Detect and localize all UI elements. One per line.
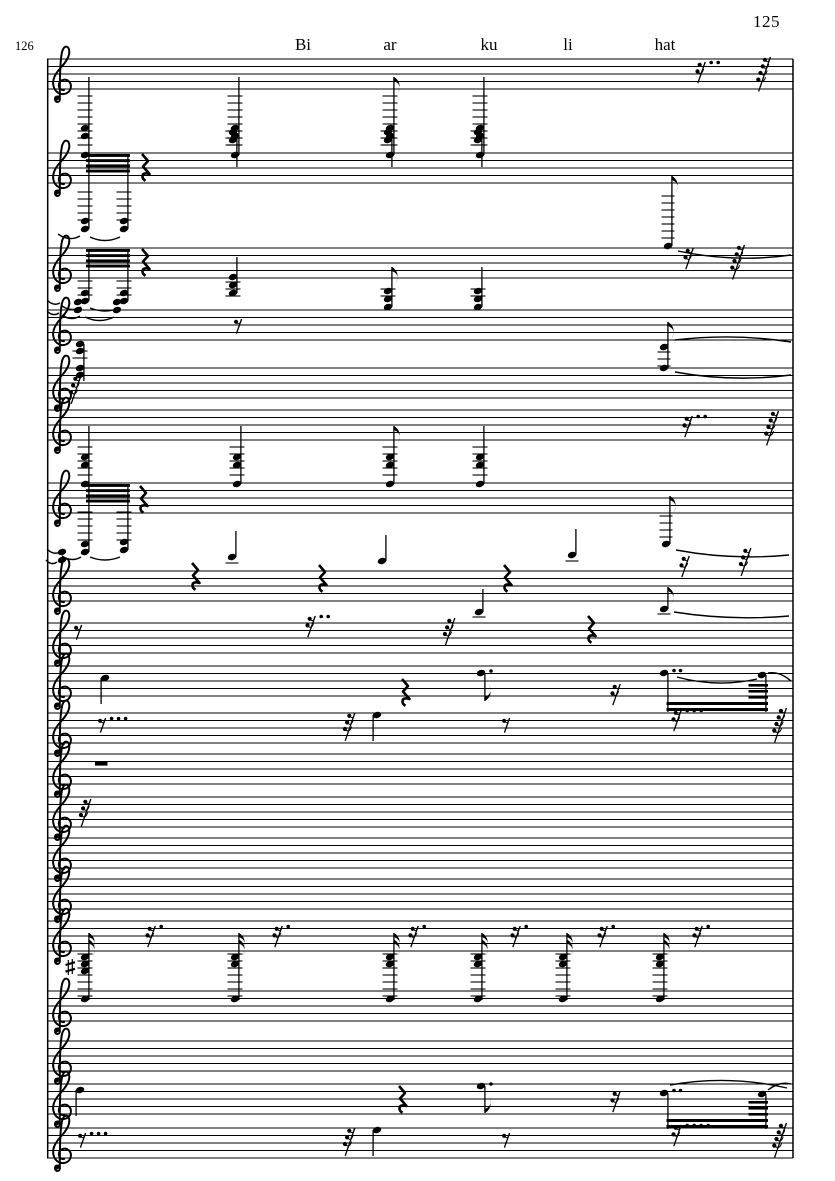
system-barlines: [48, 59, 793, 1158]
staff-1-notation: [78, 57, 771, 159]
staff-3: [47, 236, 793, 312]
staff-7-notation: [47, 484, 789, 560]
page-number: 125: [753, 12, 780, 31]
staff-19: [47, 1072, 793, 1129]
staff-2-notation: [58, 128, 678, 251]
staff-17: [47, 979, 793, 1034]
staff-16: [47, 909, 793, 1004]
staff-12-notation: [95, 761, 108, 766]
staff-4: [47, 298, 793, 378]
staff-13-notation: [79, 799, 91, 827]
staff-18: [47, 1029, 793, 1084]
staff-7: [47, 471, 793, 560]
staff-20: [47, 1116, 793, 1171]
staff-9-notation: [74, 589, 596, 646]
lyric-syllable: hat: [654, 35, 676, 54]
staff-14: [47, 826, 793, 881]
staff-2: [47, 128, 793, 251]
staff-15: [47, 867, 793, 922]
staff-6-notation: [78, 411, 779, 488]
staff-5: [47, 340, 793, 411]
staff-1: [47, 47, 793, 160]
staff-19-notation: [75, 1080, 791, 1129]
measure-number: 126: [15, 39, 34, 53]
lyric-syllable: ku: [480, 35, 498, 54]
lyric-syllable: ar: [383, 35, 397, 54]
staff-10: [47, 654, 793, 712]
staff-13: [47, 785, 793, 840]
lyric-syllable: li: [563, 35, 573, 54]
staff-10-notation: [100, 669, 791, 712]
staff-8-notation: [46, 529, 789, 618]
staff-6: [47, 398, 793, 489]
staff-12: [47, 742, 793, 797]
lyric-syllable: Bi: [294, 35, 312, 54]
staff-8: [46, 529, 793, 618]
